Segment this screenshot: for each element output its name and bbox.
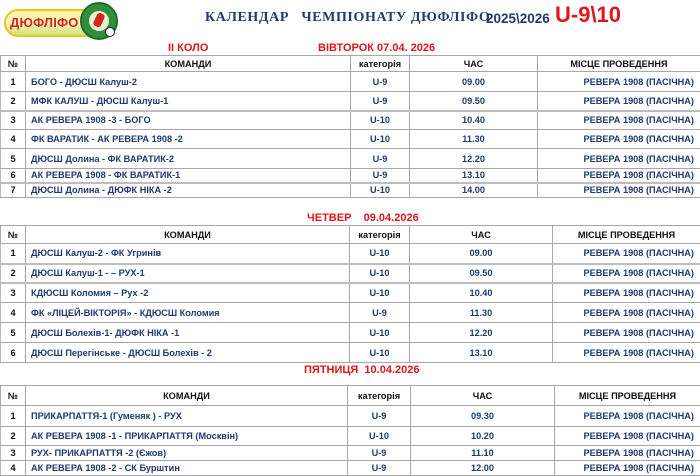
match-category: U-9 [348,446,411,461]
match-time: 09.00 [410,72,538,92]
col-venue: МІСЦЕ ПРОВЕДЕННЯ [538,56,700,72]
match-teams: ДЮСШ Долина - ФК ВАРАТИК-2 [26,149,351,169]
table-row [1,303,700,323]
match-venue: РЕВЕРА 1908 (ПАСІЧНА) [538,169,700,183]
table-row [1,446,700,461]
page-header [0,0,700,42]
match-venue: РЕВЕРА 1908 (ПАСІЧНА) [555,461,700,476]
match-venue: РЕВЕРА 1908 (ПАСІЧНА) [555,427,700,446]
match-time: 09.00 [410,244,553,264]
match-teams: БОГО - ДЮСШ Калуш-2 [26,72,351,92]
col-teams: КОМАНДИ [26,56,351,72]
day-title-tuesday: ВІВТОРОК 07.04. 2026 [318,42,436,54]
round-label: II КОЛО [168,42,209,54]
match-venue: РЕВЕРА 1908 (ПАСІЧНА) [538,183,700,198]
match-category: U-10 [351,130,410,149]
match-time: 12.00 [411,461,555,476]
match-category: U-9 [348,461,411,476]
match-teams: АК РЕВЕРА 1908 -3 - БОГО [26,111,351,130]
col-teams: КОМАНДИ [26,386,348,406]
table-row [1,343,700,363]
match-teams: ДЮСШ Калуш-2 - ФК Угринів [26,244,350,264]
table-row [1,130,700,149]
match-venue: РЕВЕРА 1908 (ПАСІЧНА) [538,92,700,111]
match-venue: РЕВЕРА 1908 (ПАСІЧНА) [553,323,700,343]
match-venue: РЕВЕРА 1908 (ПАСІЧНА) [538,72,700,92]
match-teams: ФК ВАРАТИК - АК РЕВЕРА 1908 -2 [26,130,351,149]
match-num: 7 [1,183,26,198]
match-category: U-9 [348,406,411,427]
match-venue: РЕВЕРА 1908 (ПАСІЧНА) [553,303,700,323]
match-venue: РЕВЕРА 1908 (ПАСІЧНА) [538,111,700,130]
col-num: № [1,386,26,406]
col-category: категорія [351,56,410,72]
match-teams: КДЮСШ Коломия – Рух -2 [26,283,350,303]
match-teams: АК РЕВЕРА 1908 -1 - ПРИКАРПАТТЯ (Москвін) [26,427,348,446]
table-row [1,264,700,283]
match-teams: ДЮСШ Долина - ДЮФК НІКА -2 [26,183,351,198]
dyuflifo-logo [4,2,116,44]
match-num: 1 [1,72,26,92]
season-label: 2025\2026 [486,11,550,26]
match-num: 1 [1,406,26,427]
match-category: U-9 [351,149,410,169]
match-time: 12.20 [410,149,538,169]
table-row [1,406,700,427]
match-time: 11.10 [411,446,555,461]
col-teams: КОМАНДИ [26,226,350,244]
match-teams: АК РЕВЕРА 1908 -2 - СК Бурштин [26,461,348,476]
col-category: категорія [348,386,411,406]
match-venue: РЕВЕРА 1908 (ПАСІЧНА) [555,406,700,427]
match-num: 5 [1,323,26,343]
col-time: ЧАС [410,56,538,72]
table-header-row [1,386,700,406]
match-num: 2 [1,92,26,111]
match-time: 09.50 [410,92,538,111]
match-num: 2 [1,264,26,283]
table-row [1,283,700,303]
match-num: 4 [1,130,26,149]
col-time: ЧАС [411,386,555,406]
match-venue: РЕВЕРА 1908 (ПАСІЧНА) [553,283,700,303]
col-time: ЧАС [410,226,553,244]
logo-text: ДЮФЛІФО [10,15,79,30]
match-time: 13.10 [410,343,553,363]
table-row [1,149,700,169]
match-time: 09.50 [410,264,553,283]
match-category: U-10 [350,264,410,283]
match-teams: ФК «ЛІЦЕЙ-ВІКТОРІЯ» - КДЮСШ Коломия [26,303,350,323]
match-teams: РУХ- ПРИКАРПАТТЯ -2 (Єжов) [26,446,348,461]
match-time: 14.00 [410,183,538,198]
match-teams: ПРИКАРПАТТЯ-1 (Гуменяк ) - РУХ [26,406,348,427]
match-num: 2 [1,427,26,446]
match-category: U-10 [351,111,410,130]
match-venue: РЕВЕРА 1908 (ПАСІЧНА) [538,149,700,169]
match-venue: РЕВЕРА 1908 (ПАСІЧНА) [553,244,700,264]
col-num: № [1,56,26,72]
table-row [1,72,700,92]
table-row [1,461,700,476]
schedule-table-tuesday [0,55,700,198]
ball-icon [105,27,115,37]
match-teams: МФК КАЛУШ - ДЮСШ Калуш-1 [26,92,351,111]
day-title-thursday: ЧЕТВЕР 09.04.2026 [307,212,419,224]
match-num: 1 [1,244,26,264]
day-title-friday: ПЯТНИЦЯ 10.04.2026 [304,364,420,376]
match-num: 5 [1,149,26,169]
table-row [1,183,700,198]
table-header-row [1,56,700,72]
match-category: U-9 [351,169,410,183]
table-row [1,169,700,183]
table-row [1,92,700,111]
match-num: 3 [1,283,26,303]
match-num: 6 [1,343,26,363]
schedule-table-friday [0,385,700,476]
table-row [1,244,700,264]
match-num: 4 [1,461,26,476]
match-category: U-9 [350,303,410,323]
match-time: 10.40 [410,111,538,130]
table-row [1,427,700,446]
match-venue: РЕВЕРА 1908 (ПАСІЧНА) [538,130,700,149]
table-row [1,111,700,130]
match-category: U-10 [350,343,410,363]
match-category: U-9 [351,92,410,111]
table-header-row [1,226,700,244]
match-teams: ДЮСШ Перегінське - ДЮСШ Болехів - 2 [26,343,350,363]
match-category: U-10 [350,244,410,264]
match-num: 3 [1,446,26,461]
match-time: 09.30 [411,406,555,427]
match-category: U-10 [350,283,410,303]
match-teams: ДЮСШ Калуш-1 - – РУХ-1 [26,264,350,283]
match-time: 11.30 [410,130,538,149]
match-teams: ДЮСШ Болехів-1- ДЮФК НІКА -1 [26,323,350,343]
table-row [1,323,700,343]
category-label: U-9\10 [555,2,622,27]
match-teams: АК РЕВЕРА 1908 - ФК ВАРАТИК-1 [26,169,351,183]
page-title: КАЛЕНДАР ЧЕМПІОНАТУ ДЮФЛІФО [205,10,491,25]
match-time: 10.20 [411,427,555,446]
match-num: 3 [1,111,26,130]
match-category: U-10 [351,183,410,198]
match-time: 12.20 [410,323,553,343]
col-num: № [1,226,26,244]
match-time: 13.10 [410,169,538,183]
match-category: U-10 [350,323,410,343]
logo-emblem-icon [80,2,118,40]
match-time: 10.40 [410,283,553,303]
match-category: U-9 [351,72,410,92]
schedule-table-thursday [0,225,700,363]
match-venue: РЕВЕРА 1908 (ПАСІЧНА) [553,264,700,283]
col-category: категорія [350,226,410,244]
match-num: 6 [1,169,26,183]
match-category: U-10 [348,427,411,446]
col-venue: МІСЦЕ ПРОВЕДЕННЯ [555,386,700,406]
match-venue: РЕВЕРА 1908 (ПАСІЧНА) [553,343,700,363]
match-num: 4 [1,303,26,323]
match-venue: РЕВЕРА 1908 (ПАСІЧНА) [555,446,700,461]
col-venue: МІСЦЕ ПРОВЕДЕННЯ [553,226,700,244]
match-time: 11.30 [410,303,553,323]
